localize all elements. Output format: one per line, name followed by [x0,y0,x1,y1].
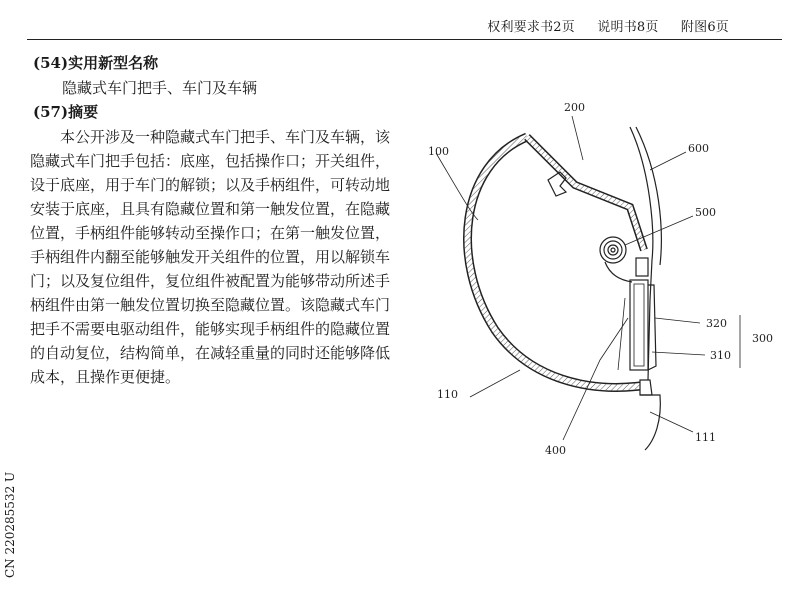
abstract-code: (57) [33,103,69,121]
label-600: 600 [688,142,709,155]
door-panel [630,127,653,380]
label-400: 400 [545,444,566,457]
drawings-pages: 附图6页 [680,20,729,35]
abstract-text: 本公开涉及一种隐藏式车门把手、车门及车辆，该隐藏式车门把手包括：底座，包括操作口；开关组件，设于底座，用于车门的解锁；以及手柄组件，可转动地安装于底座，且具有隐藏位置和第一触发位置，在隐藏位置，手柄组件能够转动至操作口；在第一触发位置，手柄组件内翻至能够触发开关组件的位置，用以解锁车门；以及复位组件，复位组件被配置为能够带动所述手柄组件由第一触发位置切换至隐藏位置。该隐藏式车门把手不需要电驱动组件，能够实现手柄组件的隐藏位置的自动复位，结构简单，在减轻重量的同时还能够降低成本，且操作更便捷。 [30,128,391,386]
label-500: 500 [695,206,716,219]
label-300: 300 [752,332,773,345]
title-code: (54) [33,54,69,72]
label-310: 310 [710,349,731,362]
label-111: 111 [695,431,716,444]
label-100: 100 [428,145,449,158]
label-110: 110 [437,388,458,401]
description-pages: 说明书8页 [597,20,659,35]
claims-pages: 权利要求书2页 [487,20,575,35]
side-code-text: CN 220285532 U [3,471,17,578]
abstract-heading-text: 摘要 [68,103,99,121]
base-shell [468,137,640,387]
handle-assembly [630,280,648,370]
label-200: 200 [564,101,585,114]
title-heading-text: 实用新型名称 [68,54,159,72]
utility-model-title: 隐藏式车门把手、车门及车辆 [62,79,258,97]
label-320: 320 [706,317,727,330]
